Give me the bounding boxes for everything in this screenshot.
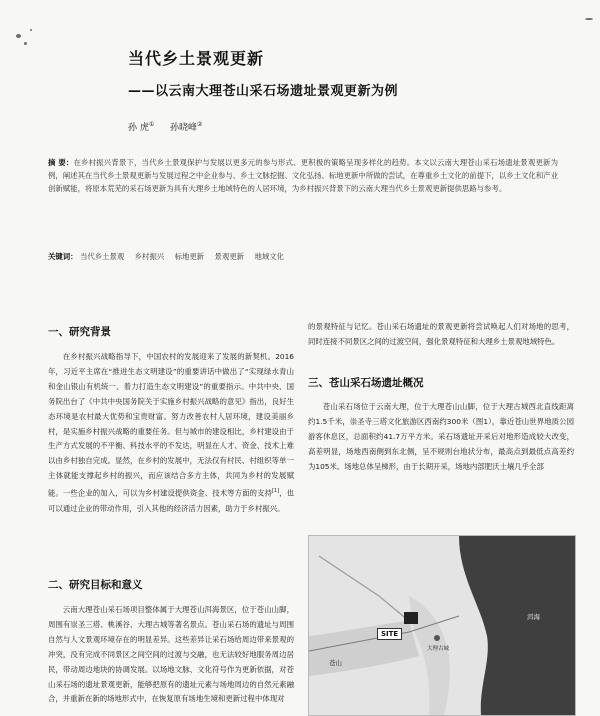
keyword: 乡村振兴	[134, 252, 165, 261]
paragraph-text: 云南大理苍山采石场项目整体属于大理苍山洱海景区，位于苍山山脚，周围有崇圣三塔、桃溪谷、大理古城等著名景点。苍山采石场的遗址与周围自然与人文景观环境存在的明显差异。这些差异让采石场给周边带来景观的冲突，没有完成不同景区之间空间的过渡与交融，也无法较好地服务周边居民，带动周边地块的协调发展。以场地文脉、文化符号作为更新依据，对苍山采石场的遗址景观更新，能够把原有的遗址元素与场地周边的自然元素融合，并重新在新的场地形式中，在恢复原有场地生境和更新过程中体现对	[48, 605, 294, 704]
article-title: 当代乡土景观更新	[128, 49, 265, 68]
keyword: 当代乡土景观	[79, 252, 125, 261]
paragraph-text: 苍山采石场位于云南大理，位于大理苍山山脚，位于大理古城西北直线距离约1.5千米，崇圣寺三塔文化旅游区西南约300米（图1），靠近苍山世界地质公园游客休息区，总面积约41.7万平方米。采石场遗址开采后对地形造成较大改变，高差明显，场地西南侧到东北侧，呈不规则台地状分布，最高点到最低点高差约为105米。场地总体呈梯形，由于长期开采，场地内部肥沃土壤几乎全部	[308, 402, 574, 471]
scan-speck	[30, 29, 32, 31]
erhai-label: 洱海	[527, 613, 540, 621]
paragraph-text: 在乡村振兴战略指导下，中国农村的发展迎来了发展的新契机。2016年，习近平主席在“推进生态文明建设”的重要讲话中做出了“实现绿水青山和金山银山有机统一、着力打造生态文明建设”的重要指示。中共中央、国务院出台了《中共中央国务院关于实施乡村振兴战略的意见》指出，良好生态环境是农村最大优势和宝贵财富。努力改善农村人居环境，建设美丽乡村，是实施乡村振兴战略的重要任务。但与城市的建设相比，乡村建设由于生产方式发展的不平衡、科技水平的不发达，明显在人才、资金、技术上难以由乡村独自完成。显然，在乡村的发展中，无法仅有村民、村组织等单一主体就能支撑起乡村的振兴，而应该结合多方主体，共同为乡村的发展赋能。一些企业的加入，可以为乡村建设提供资金、技术等方面的支持	[48, 352, 294, 498]
section-heading-goals: 二、研究目标和意义	[48, 579, 143, 591]
keyword: 景观更新	[214, 252, 245, 261]
section-body-background	[48, 350, 294, 516]
scan-speck	[16, 34, 21, 38]
article-subtitle: ——以云南大理苍山采石场遗址景观更新为例	[128, 84, 399, 99]
author-name: 孙晓峰	[170, 123, 198, 133]
keyword: 地域文化	[254, 252, 285, 261]
paragraph-text: 的景观特征与记忆。苍山采石场遗址的景观更新将尝试唤起人们对场地的思考，同时连接不同景区之间的过渡空间，强化景观特征和大理乡土景观地域特色。	[308, 322, 574, 346]
author-name: 孙 虎	[128, 123, 149, 133]
scan-speck	[24, 42, 27, 45]
keyword: 标地更新	[174, 252, 205, 261]
location-map	[309, 536, 575, 715]
site-marker	[404, 612, 418, 624]
site-label: SITE	[377, 628, 402, 640]
section-body-overview	[308, 400, 574, 475]
author-mark: ②	[197, 121, 203, 128]
section-heading-background: 一、研究背景	[48, 326, 111, 338]
abstract-label: 摘 要：	[48, 158, 74, 167]
keywords-label: 关键词：	[48, 252, 78, 261]
section-heading-overview: 三、苍山采石场遗址概况	[308, 377, 424, 389]
citation: [1]	[271, 488, 280, 495]
section-body-continued	[308, 320, 574, 350]
town-marker	[434, 635, 440, 641]
abstract	[48, 157, 558, 195]
scan-speck	[585, 18, 593, 20]
abstract-text: 在乡村振兴背景下，当代乡土景观保护与发展以更多元的参与形式、更积极的策略呈现多样化的趋势。本文以云南大理苍山采石场遗址景观更新为例，阐述其在当代乡土景观更新与发展过程之中企业参与、乡土文脉挖掘、文化弘扬、标地更新中所做的尝试，在尊重乡土文化的前提下，以乡土文化和产业创新赋能，将原本荒芜的采石场更新为具有大理乡土地域特色的人居环境，为乡村振兴背景下的云南大理当代乡土景观更新提供思路与参考。	[48, 158, 558, 193]
gucheng-label: 大理古城	[427, 646, 450, 652]
location-map-figure	[308, 535, 576, 716]
section-body-goals	[48, 603, 294, 707]
paragraph-text: ，也可以通过企业的带动作用，引入其他的经济活力因素，助力于乡村振兴。	[48, 488, 294, 513]
author-line	[128, 120, 202, 133]
cangshan-label: 苍山	[329, 659, 342, 667]
keywords	[48, 251, 558, 262]
author-mark: ①	[148, 121, 155, 128]
